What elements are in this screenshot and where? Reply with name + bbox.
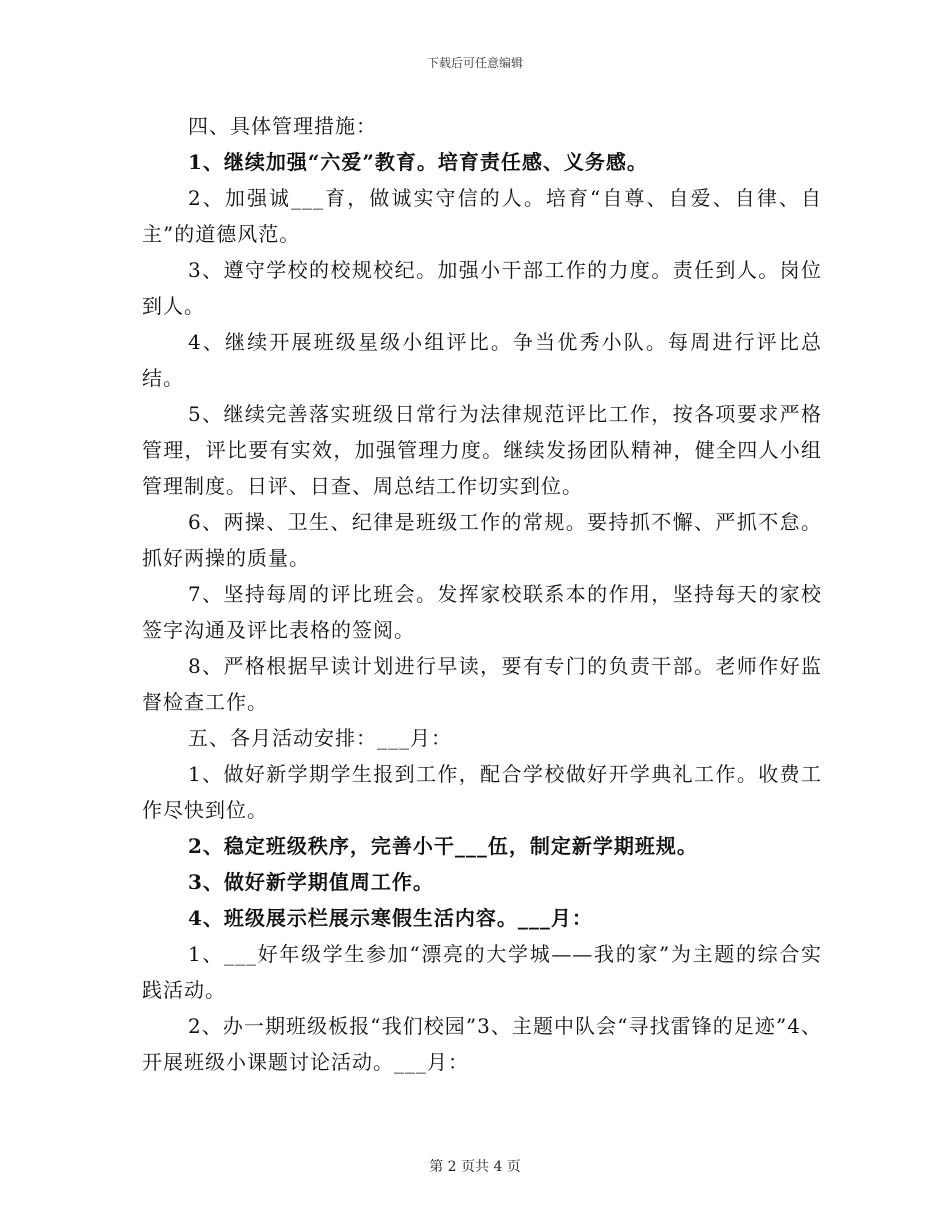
paragraph-month-item-3: 3、做好新学期值周工作。 <box>188 870 434 894</box>
paragraph-item-1: 1、继续加强“六爱”教育。培育责任感、义务感。 <box>188 150 648 174</box>
page-footer: 第 2 页共 4 页 <box>429 1159 521 1175</box>
paragraph-month-item-1: 1、做好新学期学生报到工作，配合学校做好开学典礼工作。收费工作尽快到位。 <box>142 762 822 822</box>
paragraph-month-item-4: 4、班级展示栏展示寒假生活内容。___月： <box>188 906 593 930</box>
paragraph-item-8: 8、严格根据早读计划进行早读，要有专门的负责干部。老师作好监督检查工作。 <box>142 654 822 714</box>
paragraph-month-item-2: 2、稳定班级秩序，完善小干___伍，制定新学期班规。 <box>188 834 698 858</box>
paragraph-item-4: 4、继续开展班级星级小组评比。争当优秀小队。每周进行评比总结。 <box>142 330 822 390</box>
paragraph-item-2: 2、加强诚___育，做诚实守信的人。培育“自尊、自爱、自律、自主”的道德风范。 <box>142 186 822 246</box>
paragraph-section-5-title: 五、各月活动安排：___月： <box>188 726 452 750</box>
paragraph-item-5: 5、继续完善落实班级日常行为法律规范评比工作，按各项要求严格管理，评比要有实效，加强管理力度。继续发扬团队精神，健全四人小组管理制度。日评、日查、周总结工作切实到位。 <box>142 402 822 498</box>
paragraph-next-month-item-2: 2、办一期班级板报“我们校园”3、主题中队会“寻找雷锋的足迹”4、开展班级小课题讨论活动。___月： <box>142 1014 822 1074</box>
document-body <box>142 108 822 1080</box>
paragraph-item-7: 7、坚持每周的评比班会。发挥家校联系本的作用，坚持每天的家校签字沟通及评比表格的签阅。 <box>142 582 822 642</box>
paragraph-next-month-item-1: 1、___好年级学生参加“漂亮的大学城——我的家”为主题的综合实践活动。 <box>142 942 822 1002</box>
page-header: 下载后可任意编辑 <box>426 56 523 70</box>
paragraph-item-6: 6、两操、卫生、纪律是班级工作的常规。要持抓不懈、严抓不怠。抓好两操的质量。 <box>142 510 822 570</box>
paragraph-item-3: 3、遵守学校的校规校纪。加强小干部工作的力度。责任到人。岗位到人。 <box>142 258 822 318</box>
paragraph-section-4-title: 四、具体管理措施： <box>188 114 377 138</box>
